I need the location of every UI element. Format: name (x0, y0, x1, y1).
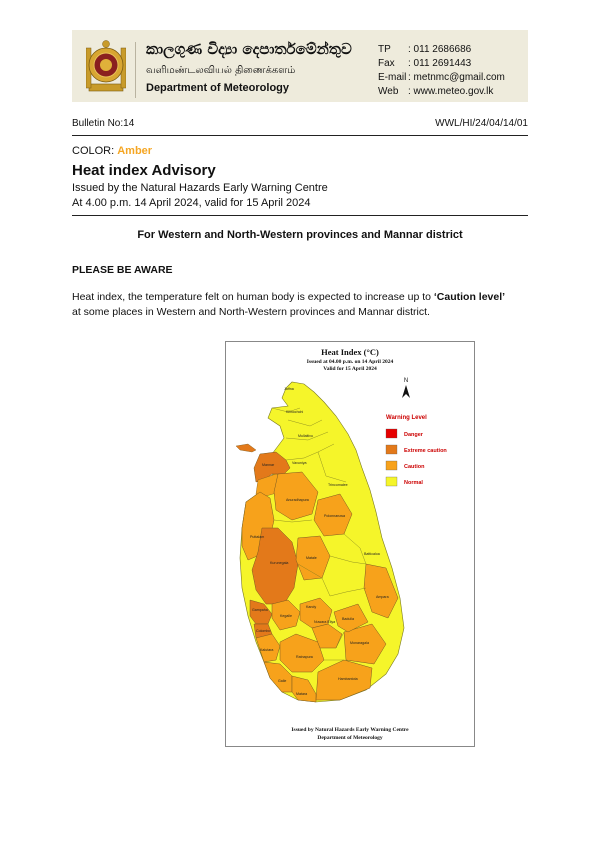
contact-tp: TP : 011 2686686 (378, 44, 472, 55)
map-issued: Issued at 04.00 p.m. on 14 April 2024 (306, 359, 394, 365)
sri-lanka-map (226, 342, 474, 746)
label-mullaitivu: Mullaitivu (298, 434, 313, 438)
label-batticaloa: Batticaloa (364, 552, 380, 556)
label-matale: Matale (306, 556, 317, 560)
label-galle: Galle (278, 679, 287, 683)
legend-swatch-danger (386, 429, 397, 438)
label-matara: Matara (296, 692, 308, 696)
map-title: Heat Index (°C) (321, 347, 379, 357)
label-ampara: Ampara (376, 595, 389, 599)
org-name-tamil: வளிமண்டலவியல் திணைக்களம் (146, 65, 296, 76)
mannar-island (236, 444, 256, 452)
label-colombo: Colombo (256, 629, 271, 633)
bulletin-number: Bulletin No:14 (72, 118, 135, 129)
caution-level-text: ‘Caution level’ (433, 291, 506, 303)
legend-swatch-normal (386, 477, 397, 486)
label-kalutara: Kalutara (260, 648, 274, 652)
label-kegalle: Kegalle (280, 614, 292, 618)
legend-label-normal: Normal (404, 480, 423, 486)
contact-fax: Fax : 011 2691443 (378, 58, 472, 69)
legend-swatch-extreme-caution (386, 445, 397, 454)
label-polonnaruwa: Polonnaruwa (324, 514, 345, 518)
label-kandy: Kandy (306, 605, 317, 609)
label-kurunegala: Kurunegala (270, 561, 289, 565)
emblem-icon (86, 38, 126, 96)
label-mannar: Mannar (262, 463, 275, 467)
contact-email: E-mail : metnmc@gmail.com (378, 72, 505, 83)
label-monaragala: Monaragala (350, 641, 369, 645)
contact-block (378, 43, 505, 99)
color-value: Amber (117, 145, 153, 157)
svg-text:N: N (403, 378, 409, 384)
contact-web: Web : www.meteo.gov.lk (378, 86, 494, 97)
label-vavuniya: Vavuniya (292, 461, 307, 465)
label-jaffna: Jaffna (284, 387, 294, 391)
label-kilinochchi: Kilinochchi (286, 410, 304, 414)
label-hambantota: Hambantota (338, 677, 358, 681)
letterhead (72, 30, 528, 102)
aware-heading: PLEASE BE AWARE (72, 264, 173, 276)
org-name-english: Department of Meteorology (146, 82, 290, 94)
color-line (72, 145, 152, 157)
body-line-2: at some places in Western and North-Western provinces and Mannar district. (72, 306, 430, 318)
divider (72, 215, 528, 216)
label-puttalam: Puttalam (250, 535, 265, 539)
map-footer-department: Department of Meteorology (317, 735, 383, 741)
advisory-title: Heat index Advisory (72, 162, 216, 179)
legend-label-danger: Danger (404, 432, 423, 438)
label-trincomalee: Trincomalee (328, 483, 348, 487)
heat-index-map (225, 341, 475, 747)
legend-title: Warning Level (386, 415, 427, 421)
label-nuwara-eliya: Nuwara Eliya (314, 620, 336, 624)
label-gampaha: Gampaha (252, 608, 268, 612)
label-badulla: Badulla (342, 617, 354, 621)
label-ratnapura: Ratnapura (296, 655, 313, 659)
legend-label-extreme-caution: Extreme caution (404, 448, 447, 454)
legend (386, 415, 447, 486)
body-line-1: Heat index, the temperature felt on human body is expected to increase up to ‘Caution level’ (72, 291, 506, 303)
org-name-sinhala: කාලගුණ විද්‍යා දෙපාර්තමේන්තුව (146, 40, 352, 58)
legend-label-caution: Caution (404, 464, 425, 470)
bulletin-reference: WWL/HI/24/04/14/01 (435, 118, 528, 129)
issued-by: Issued by the Natural Hazards Early Warning Centre (72, 182, 328, 194)
divider (72, 135, 528, 136)
provinces-heading: For Western and North-Western provinces and Mannar district (137, 229, 463, 241)
color-label: COLOR: (72, 145, 118, 157)
header-divider (135, 42, 136, 98)
legend-swatch-caution (386, 461, 397, 470)
validity: At 4.00 p.m. 14 April 2024, valid for 15 April 2024 (72, 197, 311, 209)
map-valid: Valid for 15 April 2024 (323, 366, 377, 372)
map-footer-issuer: Issued by Natural Hazards Early Warning Centre (291, 727, 409, 733)
label-anuradhapura: Anuradhapura (286, 498, 309, 502)
north-arrow-icon (402, 378, 410, 398)
